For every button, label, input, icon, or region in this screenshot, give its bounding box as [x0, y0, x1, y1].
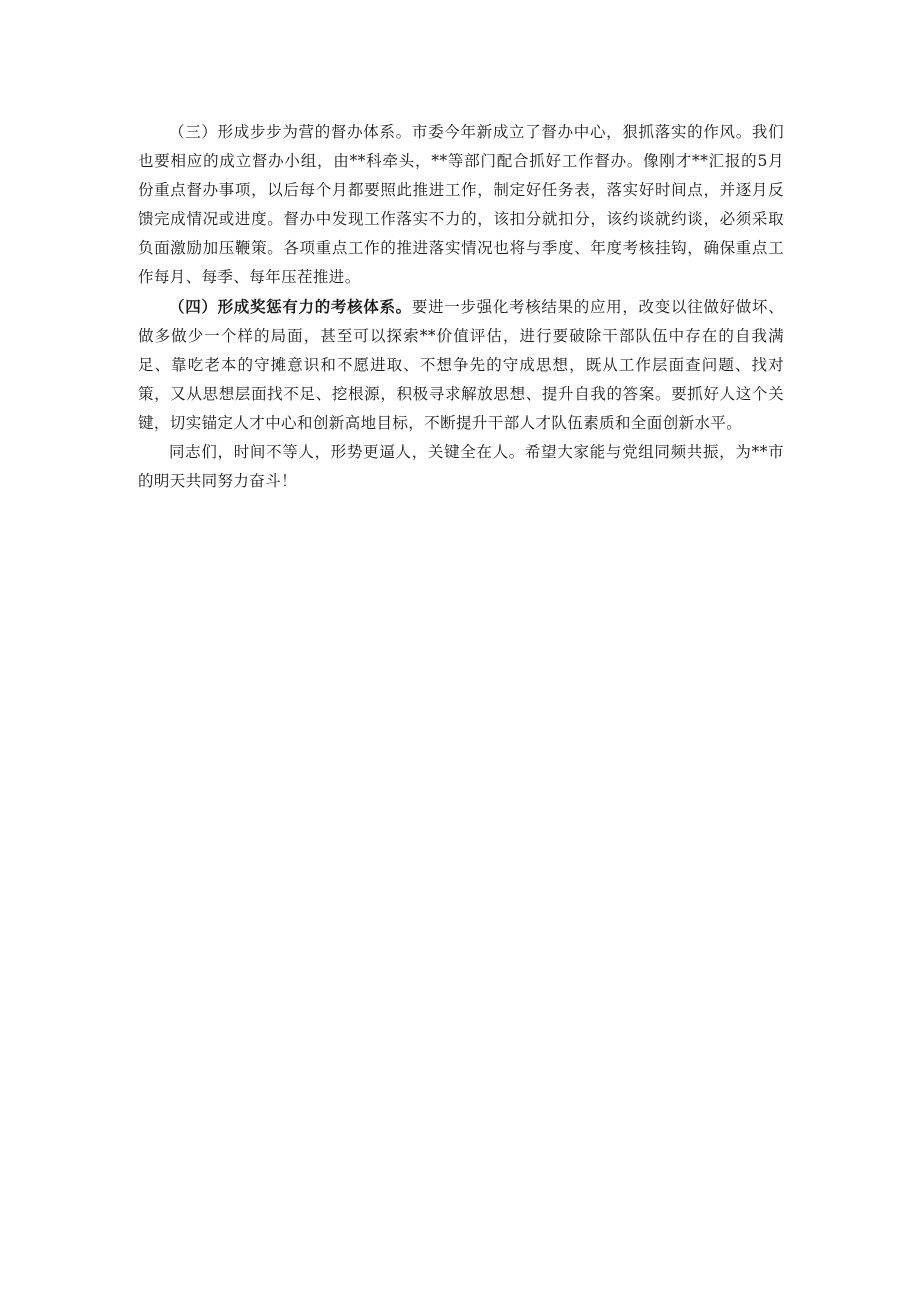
paragraph-body: 同志们，时间不等人，形势更逼人，关键全在人。希望大家能与党组同频共振，为**市的明天共同努力奋斗！ [138, 443, 784, 490]
paragraph-heading: （三）形成步步为营的督办体系。 [169, 123, 412, 141]
paragraph-assessment-system [138, 292, 784, 438]
paragraph-closing [138, 438, 784, 496]
paragraph-heading: （四）形成奖惩有力的考核体系。 [169, 297, 412, 316]
paragraph-supervision-system [138, 118, 784, 292]
paragraph-body: 要进一步强化考核结果的应用，改变以往做好做坏、做多做少一个样的局面，甚至可以探索**价值评估，进行要破除干部队伍中存在的自我满足、靠吃老本的守摊意识和不愿进取、不想争先的守成思想，既从工作层面查问题、找对策，又从思想层面找不足、挖根源，积极寻求解放思想、提升自我的答案。要抓好人这个关键，切实锚定人才中心和创新高地目标，不断提升干部人才队伍素质和全面创新水平。 [138, 298, 784, 432]
document-page [138, 118, 784, 496]
paragraph-body: 市委今年新成立了督办中心，狠抓落实的作风。我们也要相应的成立督办小组，由**科牵头，**等部门配合抓好工作督办。像刚才**汇报的5月份重点督办事项，以后每个月都要照此推进工作，制定好任务表，落实好时间点，并逐月反馈完成情况或进度。督办中发现工作落实不力的，该扣分就扣分，该约谈就约谈，必须采取负面激励加压鞭策。各项重点工作的推进落实情况也将与季度、年度考核挂钩，确保重点工作每月、每季、每年压茬推进。 [138, 123, 784, 286]
